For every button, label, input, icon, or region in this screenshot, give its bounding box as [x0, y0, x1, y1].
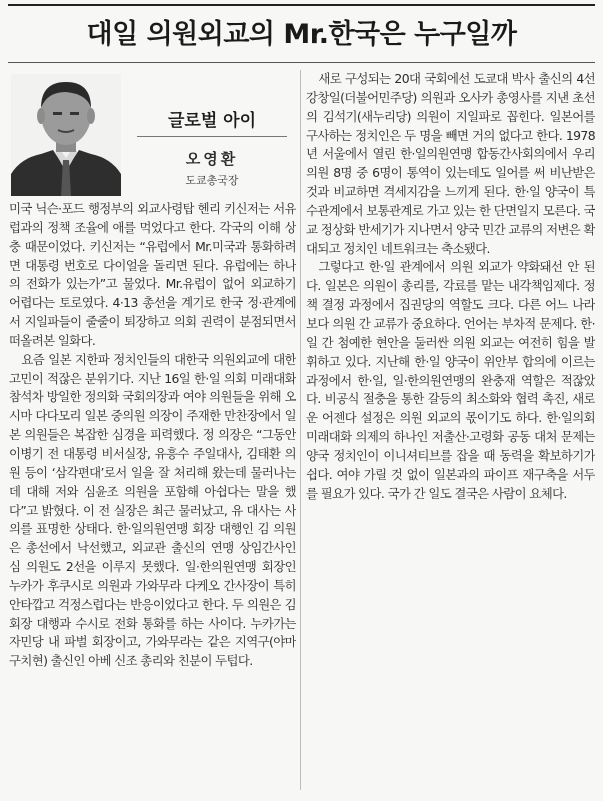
paragraph-3: 새로 구성되는 20대 국회에선 도쿄대 박사 출신의 4선 강창일(더불어민주당) 의원과 오사카 총영사를 지낸 초선의 김석기(새누리당) 의원이 지일파로 꼽힌다. 일본어를 구사하는 정치인은 두 명을 빼면 거의 없다고 한다. 1978년 서울에서 열린 한·일의원연맹 합동간사회의에서 우리 의원 8명 중 6명이 통역이 있는데도 일어를 써 비난받은 것과 비교하면 격세지감을 느끼게 된다. 한·일 양국이 특수관계에서 보통관계로 가고 있는 한 단면일지 모른다. 국교 정상화 반세기가 지나면서 양국 민간 교류의 저변은 확대되고 정치인 네트워크는 축소됐다.	[306, 71, 595, 256]
paragraph-1: 미국 닉슨·포드 행정부의 외교사령탑 헨리 키신저는 서유럽과의 정책 조율에 애를 먹었다고 한다. 각국의 이해 상충 때문이었다. 키신저는 “유럽에서 Mr.미국과 통화하려면 대통령 번호로 다이얼을 돌리면 된다. 유럽에는 하나의 전화가 있는가”고 물었다. Mr.유럽이 없어 외교하기 어렵다는 토로였다. 4·13 총선을 계기로 한국 정·관계에서 지일파들이 줄줄이 퇴장하고 의회 권력이 분점되면서 떠올려본 일화다.	[9, 201, 296, 348]
right-column	[306, 70, 595, 503]
column-divider	[300, 70, 301, 790]
author-role: 도쿄총국장	[185, 174, 239, 187]
author-name: 오영환	[185, 150, 239, 168]
series-divider	[137, 136, 287, 137]
headline: 대일 의원외교의 Mr.한국은 누구일까	[86, 19, 517, 50]
column-series-title: 글로벌 아이	[167, 111, 257, 131]
left-column	[9, 70, 296, 671]
author-portrait-icon	[11, 74, 121, 196]
byline-box	[9, 70, 296, 200]
top-rule	[8, 4, 595, 6]
paragraph-4: 그렇다고 한·일 관계에서 의원 외교가 약화돼선 안 된다. 일본은 의원이 총리를, 각료를 맡는 내각책임제다. 정책 결정 과정에서 집권당의 역할도 크다. 다른 어느 나라보다 의원 간 교류가 중요하다. 언어는 부차적 문제다. 한·일 간 첨예한 현안을 둘러싼 의원 외교는 여전히 힘을 발휘하고 있다. 지난해 한·일 양국이 위안부 합의에 이르는 과정에서 한·일, 일·한의원연맹의 완충재 역할은 적잖았다. 비공식 절충을 통한 갈등의 최소화와 협력 촉진, 새로운 어젠다 설정은 의원 외교의 몫이기도 하다. 한·일의회 미래대화 의제의 하나인 저출산·고령화 공동 대처 문제는 양국 정치인이 이니셔티브를 잡을 때 동력을 확보하기가 쉽다. 여야 가릴 것 없이 일본과의 파이프 재구축을 서두를 필요가 있다. 국가 간 일도 결국은 사람이 요체다.	[306, 259, 595, 501]
paragraph-2: 요즘 일본 지한파 정치인들의 대한국 의원외교에 대한 고민이 적잖은 분위기다. 지난 16일 한·일 의회 미래대화 참석차 방일한 정의화 국회의장과 여야 의원들을 위해 오시마 다다모리 일본 중의원 의장이 주재한 만찬장에서 일본 의원들은 복잡한 심경을 피력했다. 정 의장은 “그동안 이병기 전 대통령 비서실장, 유흥수 주일대사, 김태환 의원 등이 ‘삼각편대’로서 일을 잘 처리해 왔는데 물러나는 데 대해 저와 심윤조 의원을 포함해 아쉽다는 말을 했다”고 밝혔다. 이 전 실장은 최근 물러났고, 유 대사는 사의를 표명한 상태다. 한·일의원연맹 회장 대행인 김 의원은 총선에서 낙선했고, 외교관 출신의 연맹 상임간사인 심 의원도 2선을 이루지 못했다. 일·한의원연맹 회장인 누카가 후쿠시로 의원과 가와무라 다케오 간사장이 특히 안타깝고 걱정스럽다는 반응이었다고 한다. 두 의원은 김 회장 대행과 수시로 전화 통화를 하는 사이다. 누카가는 자민당 내 파벌 회장이고, 가와무라는 같은 지역구(야마구치현) 출신인 아베 신조 총리와 친분이 두텁다.	[9, 351, 296, 669]
headline-rule	[8, 62, 595, 63]
